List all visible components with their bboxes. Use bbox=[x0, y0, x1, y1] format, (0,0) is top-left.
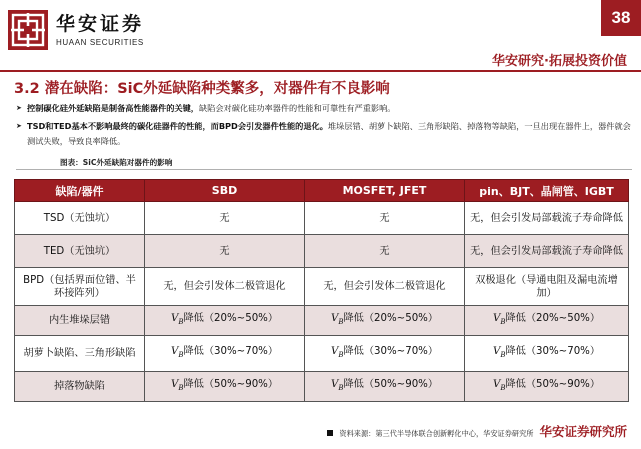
column-header-mosfet: MOSFET, JFET bbox=[305, 180, 465, 202]
vb-symbol: $V_B$ bbox=[170, 345, 184, 360]
section-title: 3.2 潜在缺陷：SiC外延缺陷种类繁多，对器件有不良影响 bbox=[14, 81, 390, 97]
logo-chinese-name: 华安证券 bbox=[56, 13, 145, 35]
source-text: 资料来源：第三代半导体联合创新孵化中心，华安证券研究所 bbox=[339, 429, 534, 438]
bullet-body-text: 缺陷会对碳化硅功率器件的性能和可靠性有严重影响。 bbox=[198, 103, 396, 113]
row-defect-name: TSD（无蚀坑） bbox=[15, 202, 145, 235]
bullet-bold-text: 控制碳化硅外延缺陷是制备高性能器件的关键， bbox=[27, 103, 199, 113]
cell-pin: 无，但会引发局部载流子寿命降低 bbox=[465, 202, 629, 235]
vb-symbol: $V_B$ bbox=[492, 345, 506, 360]
table-header-row bbox=[15, 180, 629, 202]
bullet-text bbox=[27, 119, 632, 149]
row-defect-name: 掉落物缺陷 bbox=[15, 372, 145, 402]
table-row bbox=[15, 306, 629, 336]
column-header-pin: pin、BJT、晶闸管、IGBT bbox=[465, 180, 629, 202]
cell-pin: $V_B$降低（20%~50%） bbox=[465, 306, 629, 336]
cell-mosfet: 无 bbox=[305, 235, 465, 268]
bullet-item bbox=[16, 101, 632, 116]
vb-symbol: $V_B$ bbox=[330, 312, 344, 327]
cell-pin: 双极退化（导通电阻及漏电流增加） bbox=[465, 268, 629, 306]
cell-sbd: $V_B$降低（50%~90%） bbox=[145, 372, 305, 402]
source-note bbox=[327, 422, 627, 440]
bullet-item bbox=[16, 119, 632, 149]
cell-mosfet: 无，但会引发体二极管退化 bbox=[305, 268, 465, 306]
cell-sbd: 无 bbox=[145, 235, 305, 268]
cell-pin: $V_B$降低（50%~90%） bbox=[465, 372, 629, 402]
figure-caption: 图表：SiC外延缺陷对器件的影响 bbox=[60, 158, 173, 167]
cell-sbd: $V_B$降低（30%~70%） bbox=[145, 336, 305, 372]
cell-pin: 无，但会引发局部载流子寿命降低 bbox=[465, 235, 629, 268]
table-row bbox=[15, 202, 629, 235]
bullet-bold-text: TSD和TED基本不影响最终的碳化硅器件的性能，而BPD会引发器件性能的退化。 bbox=[27, 121, 328, 131]
logo-english-name: HUAAN SECURITIES bbox=[56, 38, 144, 47]
table-row bbox=[15, 336, 629, 372]
arrow-bullet-icon: ➤ bbox=[16, 122, 22, 130]
column-header-sbd: SBD bbox=[145, 180, 305, 202]
bullet-text bbox=[27, 101, 395, 116]
vb-symbol: $V_B$ bbox=[492, 312, 506, 327]
cell-sbd: 无 bbox=[145, 202, 305, 235]
source-brand: 华安证券研究所 bbox=[539, 424, 627, 439]
column-header-defect: 缺陷/器件 bbox=[15, 180, 145, 202]
brand-slogan: 华安研究·拓展投资价值 bbox=[492, 54, 627, 69]
page-number: 38 bbox=[601, 0, 641, 36]
vb-symbol: $V_B$ bbox=[170, 312, 184, 327]
table-row bbox=[15, 268, 629, 306]
row-defect-name: 内生堆垛层错 bbox=[15, 306, 145, 336]
cell-sbd: $V_B$降低（20%~50%） bbox=[145, 306, 305, 336]
vb-symbol: $V_B$ bbox=[492, 378, 506, 393]
bullet-body-text: 堆垛层错、胡萝卜缺陷、三角形缺陷、掉落物等缺陷，一旦出现在器件上，器件就会测试失败，导致良率降低。 bbox=[27, 121, 631, 146]
cell-mosfet: 无 bbox=[305, 202, 465, 235]
defect-impact-table bbox=[14, 179, 629, 402]
table-row bbox=[15, 235, 629, 268]
cell-mosfet: $V_B$降低（30%~70%） bbox=[305, 336, 465, 372]
cell-mosfet: $V_B$降低（50%~90%） bbox=[305, 372, 465, 402]
cell-mosfet: $V_B$降低（20%~50%） bbox=[305, 306, 465, 336]
company-logo bbox=[8, 10, 144, 50]
caption-divider bbox=[16, 169, 632, 170]
logo-emblem-icon bbox=[8, 10, 48, 50]
table-row bbox=[15, 372, 629, 402]
bullet-list bbox=[16, 101, 632, 149]
vb-symbol: $V_B$ bbox=[330, 345, 344, 360]
cell-pin: $V_B$降低（30%~70%） bbox=[465, 336, 629, 372]
vb-symbol: $V_B$ bbox=[330, 378, 344, 393]
row-defect-name: BPD（包括界面位错、半环接阵列） bbox=[15, 268, 145, 306]
cell-sbd: 无，但会引发体二极管退化 bbox=[145, 268, 305, 306]
square-bullet-icon bbox=[327, 430, 333, 436]
row-defect-name: TED（无蚀坑） bbox=[15, 235, 145, 268]
header-divider bbox=[0, 70, 641, 72]
vb-symbol: $V_B$ bbox=[170, 378, 184, 393]
arrow-bullet-icon: ➤ bbox=[16, 104, 22, 112]
row-defect-name: 胡萝卜缺陷、三角形缺陷 bbox=[15, 336, 145, 372]
